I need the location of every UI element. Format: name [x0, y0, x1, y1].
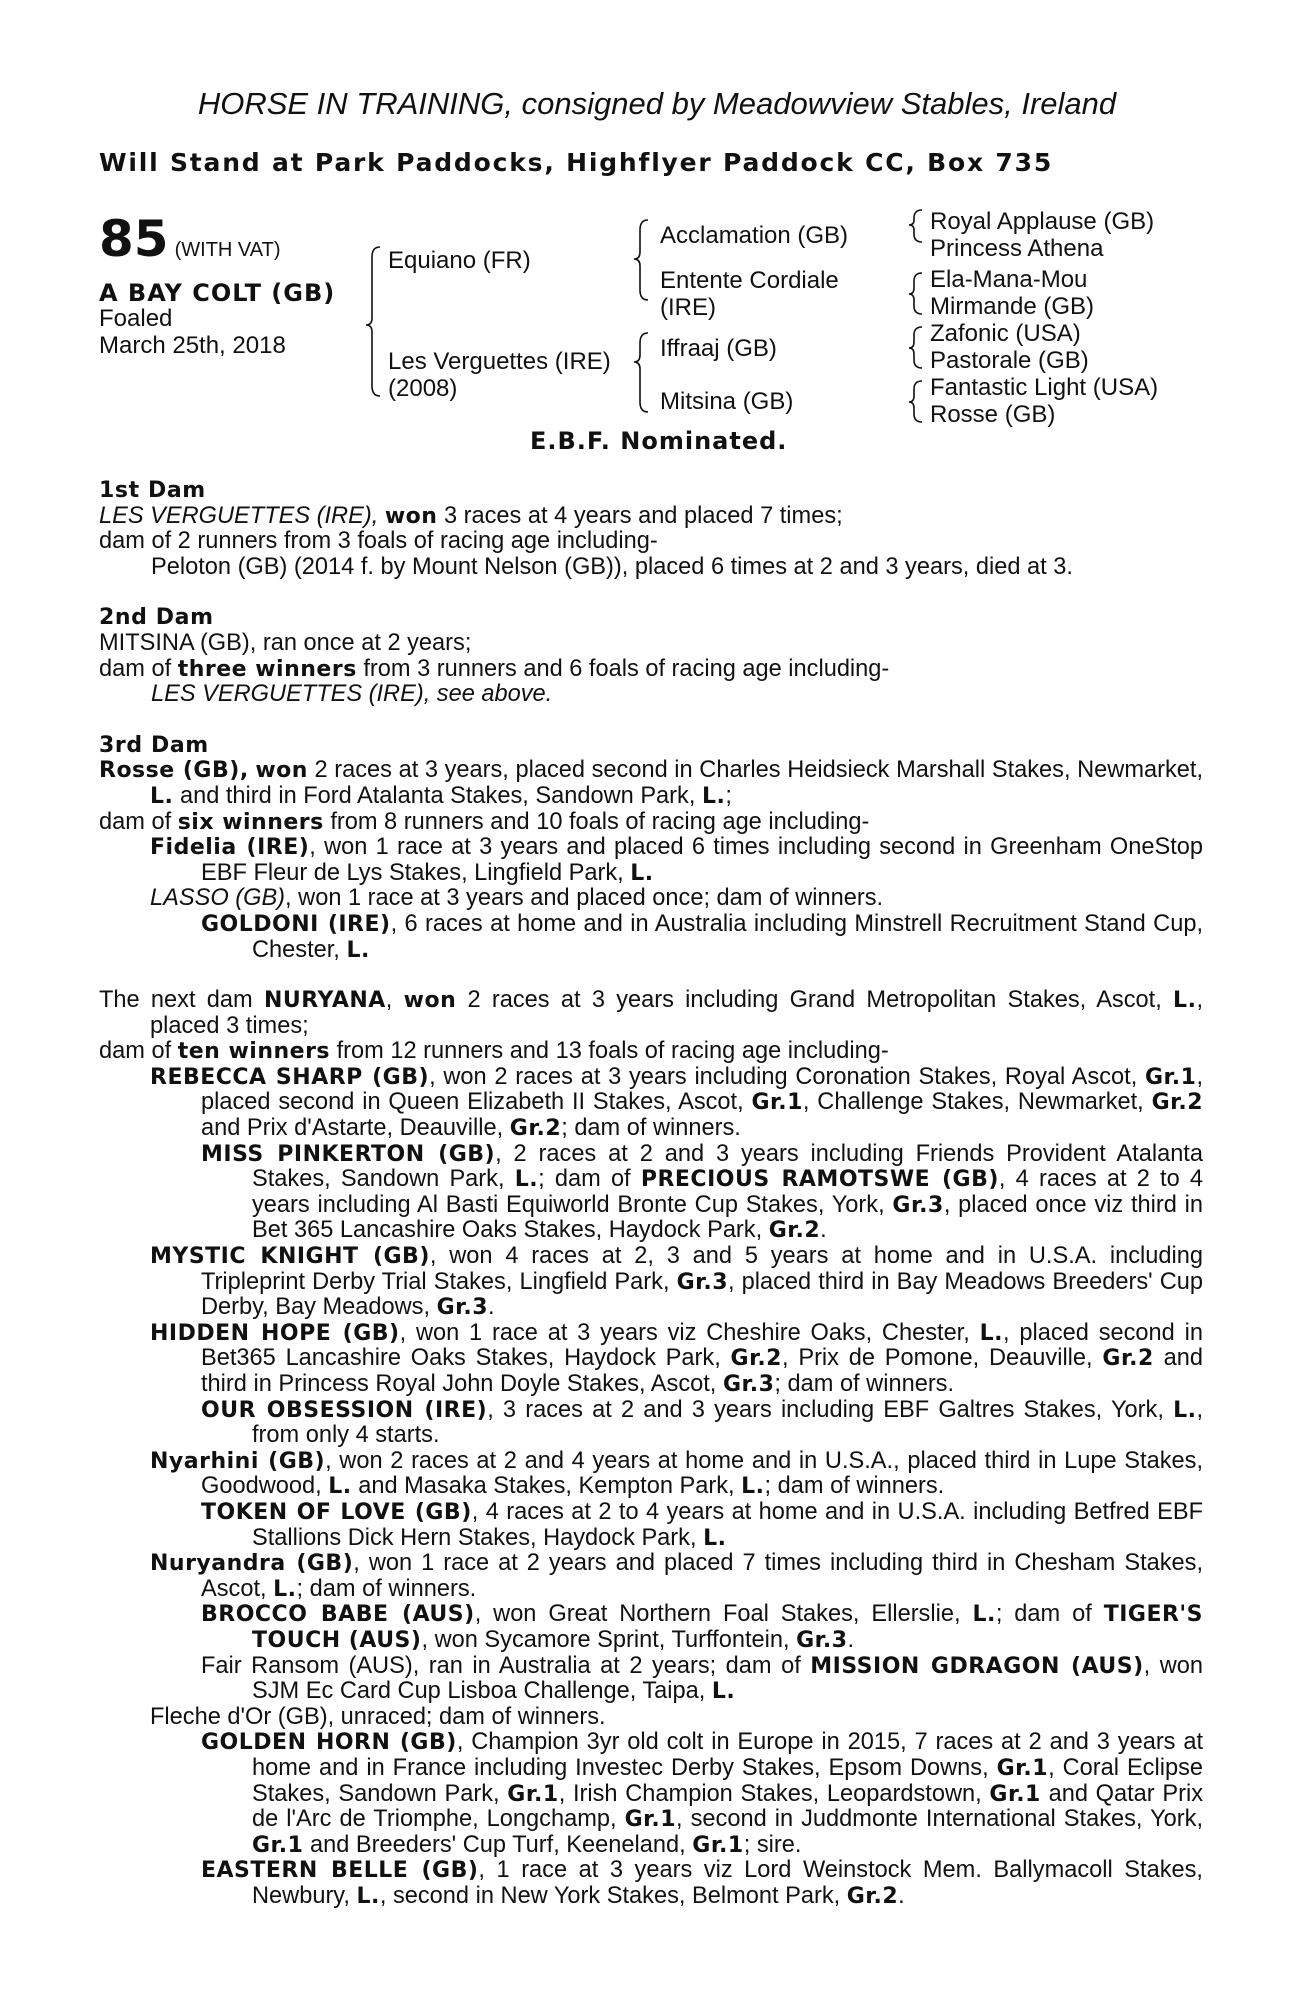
dd-dam: Rosse (GB) [930, 401, 1056, 428]
dam-dam: Mitsina (GB) [660, 388, 794, 415]
sd-sire: Ela-Mana-Mou [930, 266, 1088, 293]
sd-dam: Mirmande (GB) [930, 293, 1095, 320]
fleche-dor-entry: Fleche d'Or (GB), unraced; dam of winners. [150, 1703, 606, 1730]
lot-number: 85 [99, 210, 169, 268]
ds-dam: Pastorale (GB) [930, 347, 1089, 374]
our-obsession-entry: OUR OBSESSION (IRE), 3 races at 2 and 3 years including EBF Galtres Stakes, York, L., from only 4 starts. [201, 1396, 1204, 1449]
first-dam-race-record: 3 races at 4 years and placed 7 times; [443, 502, 843, 529]
third-dam-produce: dam of six winners from 8 runners and 10 foals of racing age including- [99, 808, 870, 835]
dam-year: (2008) [388, 375, 458, 402]
sire: Equiano (FR) [388, 247, 531, 274]
vat-note: (WITH VAT) [174, 239, 281, 261]
fair-ransom-entry: Fair Ransom (AUS), ran in Australia at 2 years; dam of MISSION GDRAGON (AUS), won SJM Ec Card Cup Lisboa Challenge, Taipa, L. [201, 1652, 1203, 1705]
nuryandra-entry: Nuryandra (GB), won 1 race at 2 years and placed 7 times including third in Chesham Stakes, Ascot, L.; dam of winners. [150, 1550, 1204, 1602]
token-of-love-entry: TOKEN OF LOVE (GB), 4 races at 2 to 4 years at home and in U.S.A. including Betfred EBF Stallions Dick Hern Stakes, Haydock Park, L. [201, 1498, 1203, 1551]
hidden-hope-entry: HIDDEN HOPE (GB), won 1 race at 3 years viz Cheshire Oaks, Chester, L., placed second in Bet365 Lancashire Oaks Stakes, Haydock Park, Gr.2, Prix de Pomone, Deauville, Gr.2 and third in Princess Royal John Doyle Stakes, Ascot, Gr.3; dam of winners. [150, 1319, 1204, 1397]
first-dam-record [99, 504, 1203, 530]
sire-dam [660, 267, 839, 321]
goldoni-entry: GOLDONI (IRE), 6 races at home and in Australia including Minstrell Recruitment Stand Cup, Chester, L. [201, 910, 1204, 963]
second-dam-record: MITSINA (GB), ran once at 2 years; [99, 629, 472, 656]
winners-count: three winners [177, 656, 357, 682]
brocco-babe-entry: BROCCO BABE (AUS), won Great Northern Foal Stakes, Ellerslie, L.; dam of TIGER'S TOUCH (AUS), won Sycamore Sprint, Turffontein, Gr.3. [201, 1601, 1204, 1653]
first-dam-produce: dam of 2 runners from 3 foals of racing age including- [99, 528, 658, 555]
dd-sire: Fantastic Light (USA) [930, 374, 1159, 401]
foaled-date: March 25th, 2018 [99, 332, 286, 359]
sire-dam-line1: Entente Cordiale [660, 267, 839, 294]
second-dam-offspring: LES VERGUETTES (IRE), see above. [151, 681, 553, 708]
dam-name: Les Verguettes (IRE) [388, 348, 611, 375]
second-dam-heading: 2nd Dam [99, 605, 214, 631]
mystic-knight-entry: MYSTIC KNIGHT (GB), won 4 races at 2, 3 and 5 years at home and in U.S.A. including Tripleprint Derby Trial Stakes, Lingfield Park, Gr.3, placed third in Bay Meadows Breeders' Cup Derby, Bay Meadows, Gr.3. [150, 1243, 1203, 1321]
fidelia-entry: Fidelia (IRE), won 1 race at 3 years and placed 6 times including second in Greenham OneStop EBF Fleur de Lys Stakes, Lingfield Park, L. [150, 834, 1204, 886]
second-dam-produce: dam of three winners from 3 runners and 6 foals of racing age including- [99, 655, 890, 682]
dam-sire: Iffraaj (GB) [660, 335, 777, 362]
ss-sire: Royal Applause (GB) [930, 208, 1155, 235]
dam [388, 348, 611, 402]
foaled-label: Foaled [99, 305, 173, 332]
first-dam-name: LES VERGUETTES (IRE), [99, 502, 379, 529]
sire-sire: Acclamation (GB) [660, 222, 849, 249]
won-label: won [384, 503, 438, 529]
nyarhini-entry: Nyarhini (GB), won 2 races at 2 and 4 years at home and in U.S.A., placed third in Lupe Stakes, Goodwood, L. and Masaka Stakes, Kempton Park, L.; dam of winners. [150, 1447, 1203, 1500]
lot-description: A BAY COLT (GB) [99, 279, 336, 307]
next-dam-record: The next dam NURYANA, won 2 races at 3 years including Grand Metropolitan Stakes, Ascot, L., placed 3 times; [99, 987, 1203, 1039]
rebecca-sharp-entry: REBECCA SHARP (GB), won 2 races at 3 years including Coronation Stakes, Royal Ascot, Gr.1, placed second in Queen Elizabeth II Stakes, Ascot, Gr.1, Challenge Stakes, Newmarket, Gr.2 and Prix d'Astarte, Deauville, Gr.2; dam of winners. [150, 1063, 1203, 1142]
ebf-nominated: E.B.F. Nominated. [530, 427, 788, 455]
third-dam-heading: 3rd Dam [99, 732, 209, 758]
sire-dam-line2: (IRE) [660, 294, 716, 321]
miss-pinkerton-entry: MISS PINKERTON (GB), 2 races at 2 and 3 years including Friends Provident Atalanta Stakes, Sandown Park, L.; dam of PRECIOUS RAMOTSWE (GB), 4 races at 2 to 4 years including Al Basti Equiworld Bronte Cup Stakes, York, Gr.3, placed once viz third in Bet 365 Lancashire Oaks Stakes, Haydock Park, Gr.2. [201, 1140, 1204, 1244]
lasso-entry: LASSO (GB), won 1 race at 3 years and placed once; dam of winners. [150, 885, 884, 912]
ds-sire: Zafonic (USA) [930, 320, 1081, 347]
stand-location: Will Stand at Park Paddocks, Highflyer Paddock CC, Box 735 [99, 148, 1054, 177]
first-dam-offspring: Peloton (GB) (2014 f. by Mount Nelson (GB)), placed 6 times at 2 and 3 years, died at 3. [151, 553, 1073, 580]
eastern-belle-entry: EASTERN BELLE (GB), 1 race at 3 years viz Lord Weinstock Mem. Ballymacoll Stakes, Newbury, L., second in New York Stakes, Belmont Park, Gr.2. [201, 1857, 1203, 1909]
next-dam-produce: dam of ten winners from 12 runners and 13 foals of racing age including- [99, 1038, 889, 1065]
golden-horn-entry: GOLDEN HORN (GB), Champion 3yr old colt in Europe in 2015, 7 races at 2 and 3 years at home and in France including Investec Derby Stakes, Epsom Downs, Gr.1, Coral Eclipse Stakes, Sandown Park, Gr.1, Irish Champion Stakes, Leopardstown, Gr.1 and Qatar Prix de l'Arc de Triomphe, Longchamp, Gr.1, second in Juddmonte International Stakes, York, Gr.1 and Breeders' Cup Turf, Keeneland, Gr.1; sire. [201, 1729, 1204, 1858]
catalogue-header: HORSE IN TRAINING, consigned by Meadowview Stables, Ireland [197, 86, 1117, 121]
third-dam-record: Rosse (GB), won 2 races at 3 years, placed second in Charles Heidsieck Marshall Stakes, Newmarket, L. and third in Ford Atalanta Stakes, Sandown Park, L.; [99, 757, 1204, 809]
catalogue-body [99, 478, 1203, 1909]
first-dam-heading: 1st Dam [99, 478, 206, 503]
ss-dam: Princess Athena [930, 235, 1104, 262]
